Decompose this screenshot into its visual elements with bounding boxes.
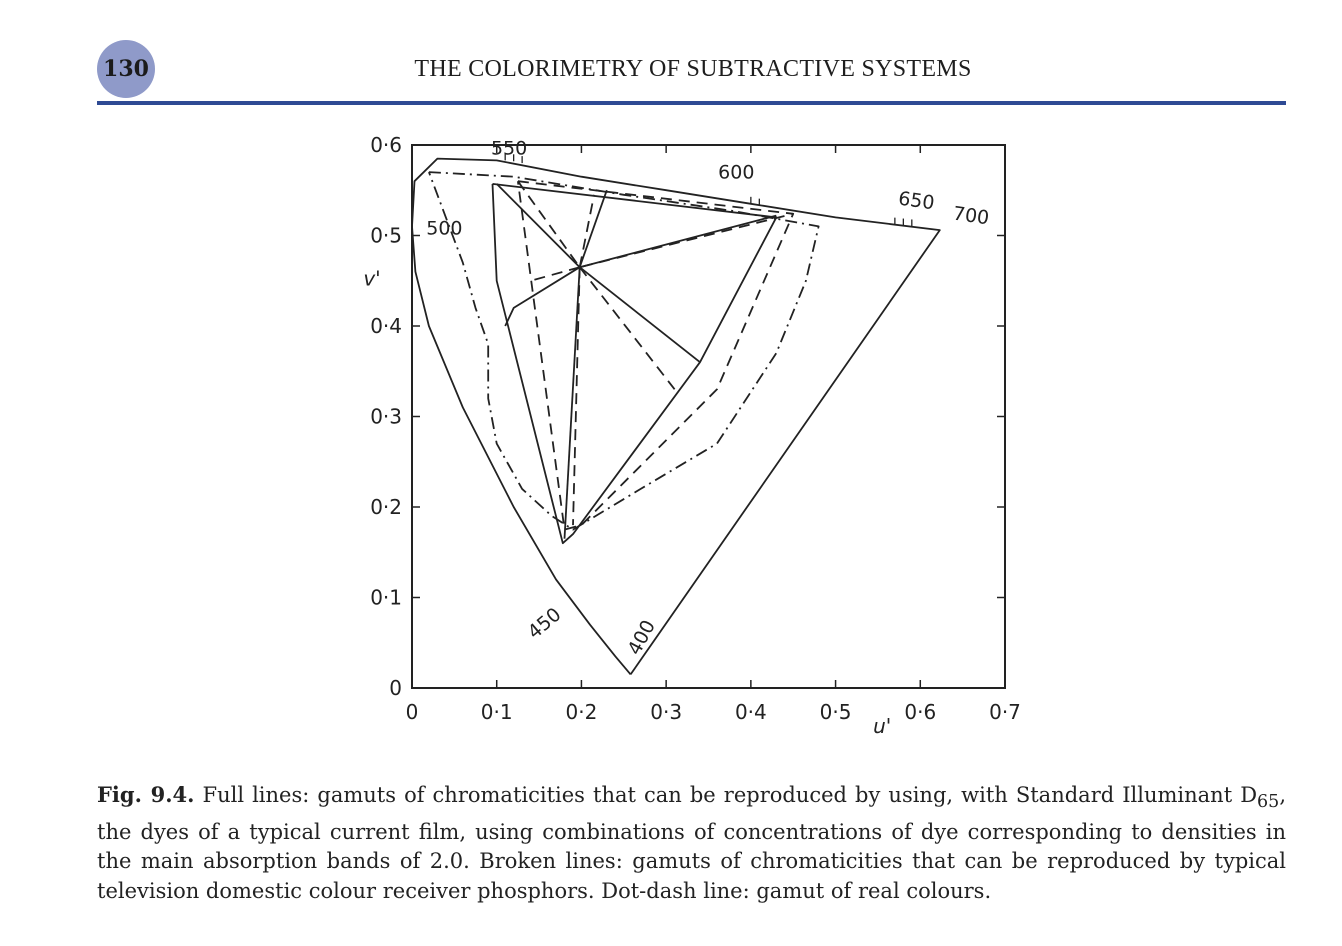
wavelength-label-500: 500: [426, 217, 463, 240]
series-line-solid-2: [493, 184, 777, 543]
y-tick-label: 0·2: [370, 495, 402, 519]
caption-text-2: , the dyes of a typical current film, using combinations of concentrations of dye corresponding to densities in the main absorption bands of 2.0. Broken lines: gamuts of chromaticities that can be reproduced by typical television domestic colour receiver phosphors. Dot-dash line: gamut of real colours.: [97, 783, 1286, 903]
series-line-dashed-8: [518, 181, 793, 529]
series-line-solid-4: [565, 267, 580, 539]
series-line-solid-6: [505, 267, 580, 326]
wavelength-label-450: 450: [523, 603, 566, 644]
series-line-solid-5: [580, 190, 607, 267]
x-tick-label: 0·2: [565, 700, 598, 724]
caption-subscript: 65: [1257, 792, 1280, 813]
wavelength-label-700: 700: [951, 202, 991, 230]
y-tick-label: 0·5: [370, 223, 402, 248]
y-axis-label: v': [363, 266, 381, 291]
x-tick-label: 0·3: [650, 700, 683, 724]
series-line-dashed-10: [573, 267, 580, 525]
caption-text-1: Full lines: gamuts of chromaticities that can be reproduced by using, with Standard Illuminant D: [194, 783, 1258, 807]
y-tick-label: 0: [389, 676, 402, 700]
page-number: 130: [103, 56, 149, 82]
series-line-solid-7: [580, 267, 700, 362]
y-tick-label: 0·3: [370, 404, 402, 429]
x-tick-label: 0·5: [819, 700, 852, 724]
y-tick-label: 0·1: [370, 585, 402, 610]
y-tick-label: 0·4: [370, 314, 402, 338]
x-axis-label: u': [873, 714, 892, 738]
series-line-solid-0: [412, 159, 940, 675]
running-head: THE COLORIMETRY OF SUBTRACTIVE SYSTEMS: [414, 56, 972, 82]
series-line-dashed-9: [518, 181, 793, 267]
x-tick-label: 0·7: [989, 700, 1021, 724]
caption-label: Fig. 9.4.: [97, 782, 195, 807]
series-line-dash-dot-1: [429, 172, 819, 529]
x-tick-label: 0·1: [480, 700, 513, 724]
wavelength-label-550: 550: [490, 137, 528, 160]
wavelength-label-400: 400: [623, 616, 661, 659]
header-rule: [97, 101, 1286, 105]
x-tick-label: 0: [405, 700, 419, 724]
x-tick-label: 0·6: [904, 700, 937, 724]
y-tick-label: 0·6: [370, 133, 402, 157]
wavelength-label-650: 650: [896, 187, 936, 215]
series-line-dashed-12: [531, 267, 580, 281]
figure-caption: [97, 780, 1286, 906]
x-tick-label: 0·4: [734, 700, 767, 724]
chromaticity-diagram: [340, 130, 1040, 740]
series-line-dashed-13: [580, 267, 675, 389]
wavelength-label-600: 600: [718, 161, 755, 184]
